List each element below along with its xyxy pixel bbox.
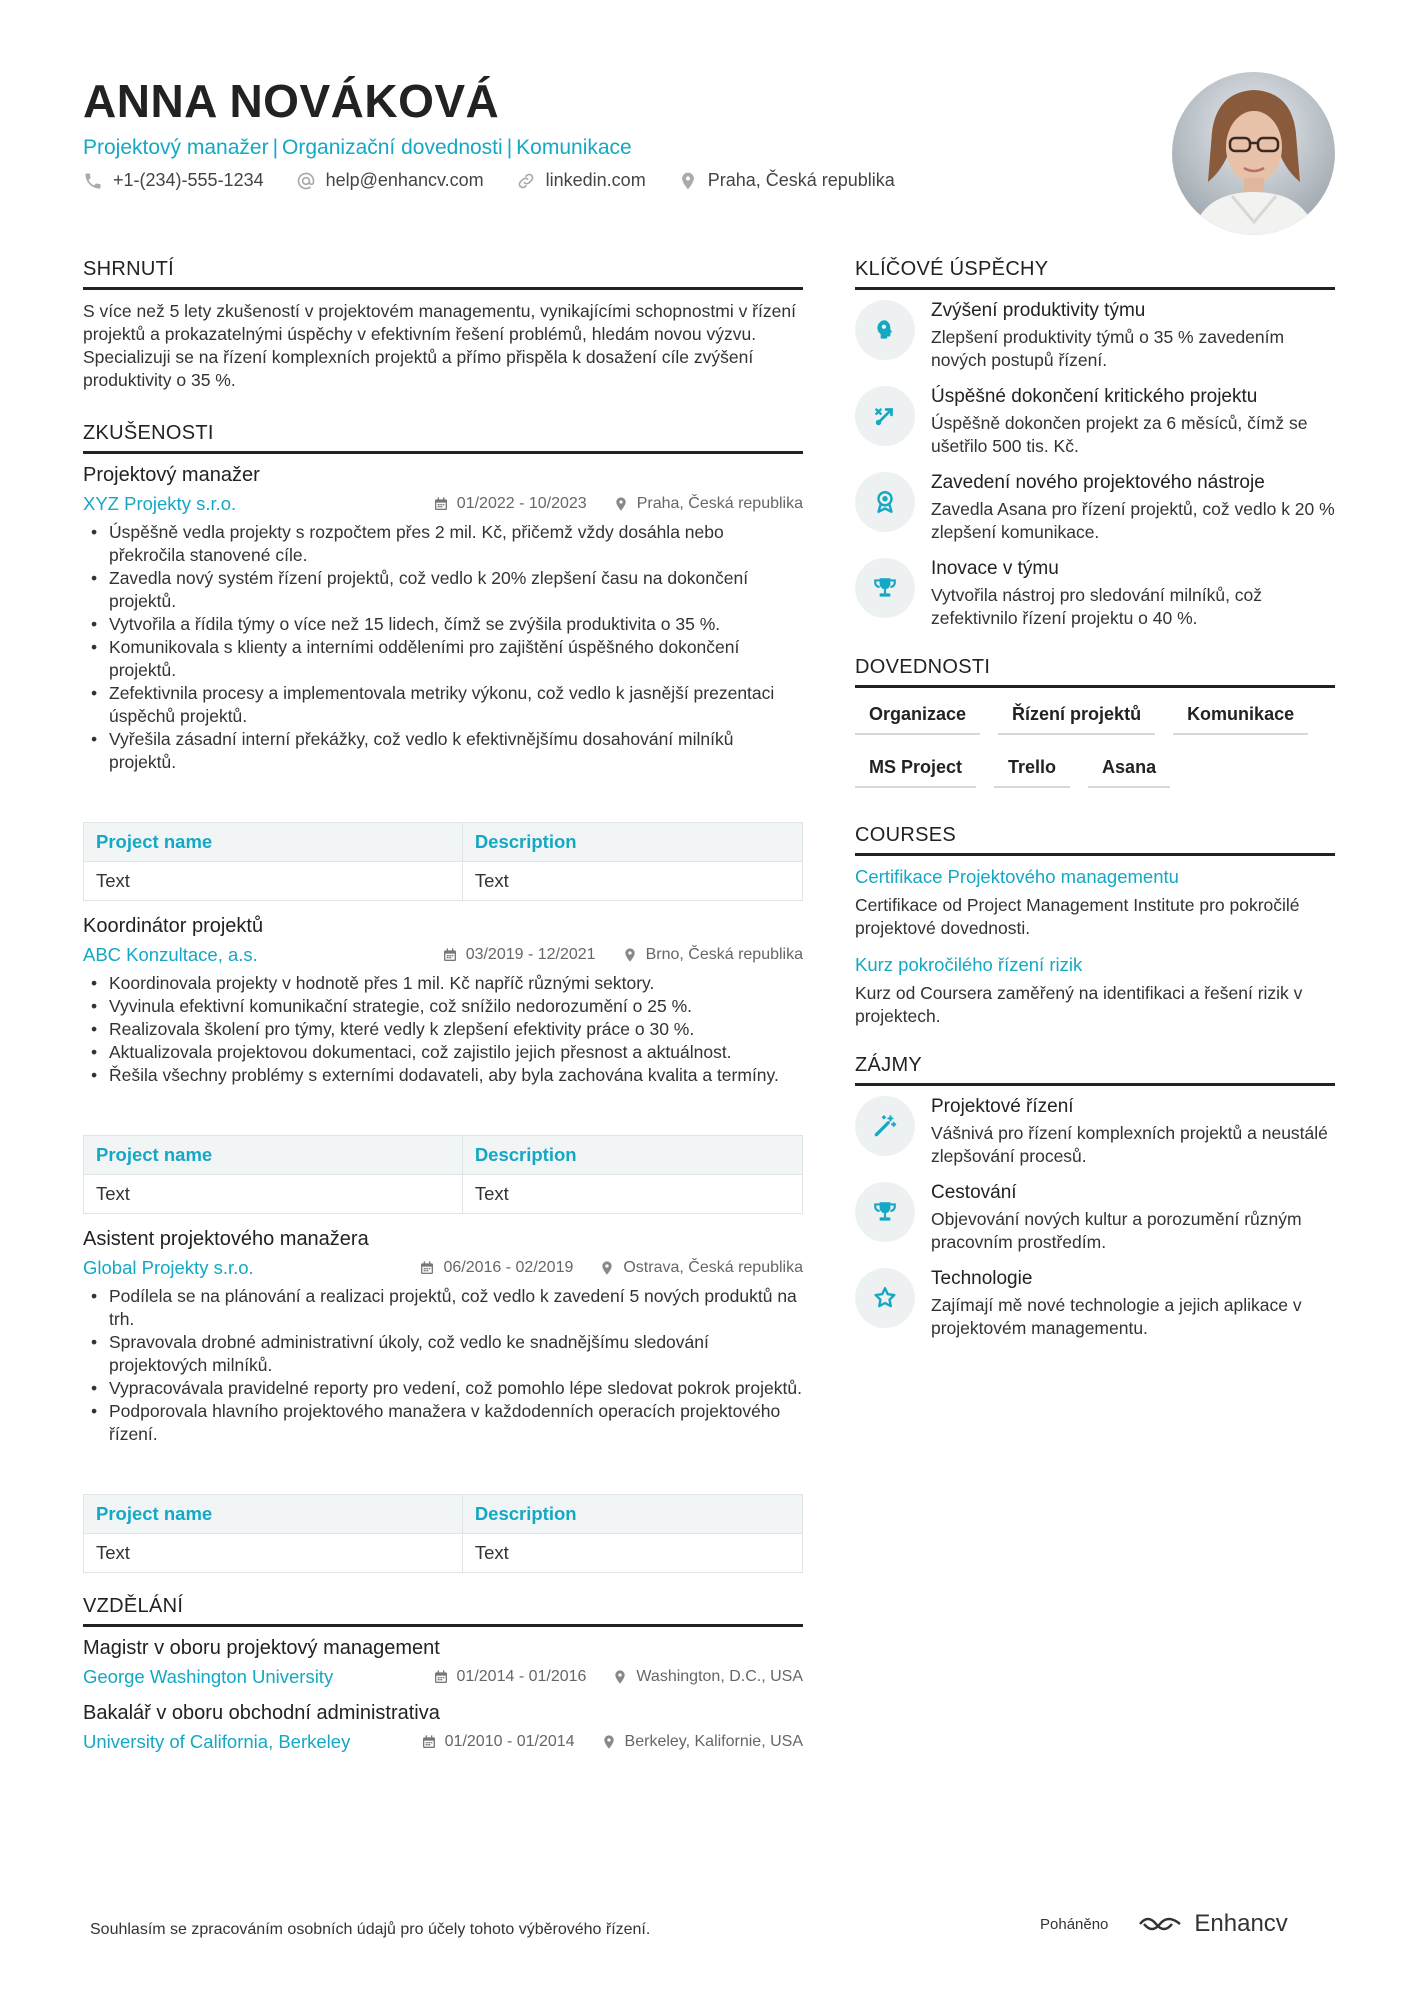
- achievement-icon-wrap: [855, 300, 915, 360]
- achievement-title: Zvýšení produktivity týmu: [931, 300, 1146, 321]
- location-text: Praha, Česká republika: [707, 170, 895, 190]
- location-pin-icon: [599, 1260, 615, 1276]
- interest-desc: Zajímají mě nové technologie a jejich aplikace v projektovém managementu.: [931, 1295, 1302, 1338]
- skill-tag: Komunikace: [1173, 698, 1308, 735]
- education-location: [601, 1733, 803, 1751]
- table-header-description: Description: [462, 823, 802, 862]
- calendar-icon: [442, 947, 458, 963]
- email-text[interactable]: help@enhancv.com: [325, 170, 484, 190]
- table-cell: Text: [84, 1175, 463, 1214]
- enhancv-logo-icon: [1136, 1912, 1184, 1936]
- interest-desc: Vášnivá pro řízení komplexních projektů a neustálé zlepšování procesů.: [931, 1123, 1328, 1166]
- powered-by-label: Poháněno: [1040, 1915, 1109, 1933]
- job-dates: [419, 1259, 573, 1277]
- footer-branding: [1040, 1910, 1288, 1938]
- job-bullets: [83, 972, 803, 1087]
- course-desc: Kurz od Coursera zaměřený na identifikaci a řešení rizik v projektech.: [855, 983, 1303, 1026]
- candidate-name: ANNA NOVÁKOVÁ: [83, 75, 500, 127]
- interest-desc: Objevování nových kultur a porozumění různým pracovním prostředím.: [931, 1209, 1302, 1252]
- job-meta: [83, 944, 803, 966]
- achievement-title: Úspěšné dokončení kritického projektu: [931, 386, 1258, 407]
- calendar-icon: [433, 496, 449, 512]
- calendar-icon: [419, 1260, 435, 1276]
- location-pin-icon: [601, 1734, 617, 1750]
- brand-name: Enhancv: [1194, 1910, 1288, 1937]
- bullet-item: • Úspěšně vedla projekty s rozpočtem přes 2 mil. Kč, přičemž vždy dosáhla nebo překročila stanovené cíle.: [83, 521, 803, 567]
- contact-linkedin[interactable]: [516, 170, 646, 191]
- job-location: [599, 1259, 803, 1277]
- contact-location: [678, 170, 895, 191]
- job-dates: [442, 946, 596, 964]
- course-item: [855, 866, 1335, 940]
- courses-heading: COURSES: [855, 824, 1335, 856]
- table-cell: Text: [84, 862, 463, 901]
- table-header-description: Description: [462, 1495, 802, 1534]
- headline-skill-2: Komunikace: [516, 136, 632, 159]
- summary-text: S více než 5 lety zkušeností v projektovém managementu, vynikajícími schopnostmi v řízení projektů a prokazatelnými úspěchy v efektivním řešení problémů, hledám novou výzvu. Specializuji se na řízení komplexních projektů a přímo přispěla k dosažení cíle zvýšení produktivity o 35 %.: [83, 301, 796, 390]
- table-cell: Text: [462, 1534, 802, 1573]
- job-location-text: Ostrava, Česká republika: [623, 1259, 803, 1276]
- interest-item: [855, 1182, 1335, 1254]
- interest-item: [855, 1268, 1335, 1340]
- achievement-title: Inovace v týmu: [931, 558, 1059, 579]
- education-meta: [83, 1666, 803, 1688]
- education-entry: [83, 1702, 803, 1753]
- award-icon: [872, 489, 898, 515]
- brand-logo[interactable]: [1136, 1910, 1287, 1938]
- education-location-text: Washington, D.C., USA: [636, 1668, 803, 1685]
- location-pin-icon: [678, 171, 698, 191]
- summary-heading: SHRNUTÍ: [83, 258, 803, 290]
- bullet-item: • Aktualizovala projektovou dokumentaci, což zajistilo jejich přesnost a aktuálnost.: [83, 1041, 803, 1064]
- education-dates: [421, 1733, 575, 1751]
- bullet-item: • Řešila všechny problémy s externími dodavateli, aby byla zachována kvalita a termíny.: [83, 1064, 803, 1087]
- interest-title: Technologie: [931, 1268, 1033, 1289]
- job-location: [622, 946, 803, 964]
- job-entry: [83, 464, 803, 901]
- achievement-icon-wrap: [855, 558, 915, 618]
- bullet-item: • Vyřešila zásadní interní překážky, což vedlo k efektivnějšímu dosahování milníků projektů.: [83, 728, 803, 774]
- table-cell: Text: [462, 1175, 802, 1214]
- interest-icon-wrap: [855, 1268, 915, 1328]
- interest-item: [855, 1096, 1335, 1168]
- job-title: Projektový manažer: [83, 464, 260, 486]
- experience-heading: ZKUŠENOSTI: [83, 422, 803, 454]
- contact-phone: [83, 170, 264, 191]
- course-desc: Certifikace od Project Management Institute pro pokročilé projektové dovednosti.: [855, 895, 1300, 938]
- education-dates-text: 01/2014 - 01/2016: [456, 1668, 587, 1685]
- contact-row: [83, 170, 1143, 191]
- education-meta: [83, 1731, 803, 1753]
- headline-role: Projektový manažer: [83, 136, 269, 159]
- table-header-description: Description: [462, 1136, 802, 1175]
- headline: Projektový manažer | Organizační dovednosti | Komunikace: [83, 136, 632, 159]
- bullet-item: • Zavedla nový systém řízení projektů, což vedlo k 20% zlepšení času na dokončení projektů.: [83, 567, 803, 613]
- left-column: [83, 258, 803, 1759]
- bullet-item: • Vytvořila a řídila týmy o více než 15 lidech, čímž se zvýšila produktivita o 35 %.: [83, 613, 803, 636]
- achievement-desc: Zavedla Asana pro řízení projektů, což vedlo k 20 % zlepšení komunikace.: [931, 499, 1335, 542]
- education-entry: [83, 1637, 803, 1688]
- bullet-item: • Vypracovávala pravidelné reporty pro vedení, což pomohlo lépe sledovat pokrok projektů.: [83, 1377, 803, 1400]
- company-name: Global Projekty s.r.o.: [83, 1257, 254, 1278]
- trophy-icon: [872, 575, 898, 601]
- degree-title: Bakalář v oboru obchodní administrativa: [83, 1702, 440, 1724]
- achievement-icon-wrap: [855, 386, 915, 446]
- skills-list: [855, 698, 1335, 788]
- interests-heading: ZÁJMY: [855, 1054, 1335, 1086]
- education-heading: VZDĚLÁNÍ: [83, 1595, 803, 1627]
- company-name: XYZ Projekty s.r.o.: [83, 493, 237, 514]
- skill-tag: Řízení projektů: [998, 698, 1155, 735]
- education-location: [612, 1668, 803, 1686]
- school-name: University of California, Berkeley: [83, 1731, 351, 1752]
- link-icon: [516, 171, 536, 191]
- trophy-icon: [872, 1199, 898, 1225]
- calendar-icon: [433, 1669, 449, 1685]
- magic-wand-icon: [872, 1113, 898, 1139]
- job-meta: [83, 1257, 803, 1279]
- table-header-project: Project name: [84, 823, 463, 862]
- course-item: [855, 954, 1335, 1028]
- table-row: [84, 862, 803, 901]
- linkedin-text[interactable]: linkedin.com: [545, 170, 646, 190]
- headline-skill-1: Organizační dovednosti: [282, 136, 503, 159]
- job-dates-text: 03/2019 - 12/2021: [465, 946, 596, 963]
- school-name: George Washington University: [83, 1666, 334, 1687]
- resume-header: [83, 74, 1143, 191]
- bullet-item: • Zefektivnila procesy a implementovala metriky výkonu, což vedlo k jasnější prezentaci úspěchů projektů.: [83, 682, 803, 728]
- job-title: Asistent projektového manažera: [83, 1228, 369, 1250]
- interest-title: Cestování: [931, 1182, 1017, 1203]
- contact-email[interactable]: [296, 170, 484, 191]
- table-row: [84, 1534, 803, 1573]
- calendar-icon: [421, 1734, 437, 1750]
- degree-title: Magistr v oboru projektový management: [83, 1637, 440, 1659]
- job-dates-text: 01/2022 - 10/2023: [456, 495, 587, 512]
- at-icon: [296, 171, 316, 191]
- bullet-item: • Komunikovala s klienty a interními odděleními pro zajištění úspěšného dokončení projektů.: [83, 636, 803, 682]
- skill-tag: Organizace: [855, 698, 980, 735]
- achievements-heading: KLÍČOVÉ ÚSPĚCHY: [855, 258, 1335, 290]
- achievement-desc: Úspěšně dokončen projekt za 6 měsíců, čímž se ušetřilo 500 tis. Kč.: [931, 413, 1308, 456]
- job-bullets: [83, 1285, 803, 1446]
- education-location-text: Berkeley, Kalifornie, USA: [624, 1733, 803, 1750]
- bullet-item: • Koordinovala projekty v hodnotě přes 1 mil. Kč napříč různými sektory.: [83, 972, 803, 995]
- phone-icon: [83, 171, 103, 191]
- education-dates-text: 01/2010 - 01/2014: [444, 1733, 575, 1750]
- location-pin-icon: [612, 1669, 628, 1685]
- right-column: [855, 258, 1335, 1354]
- course-title: Kurz pokročilého řízení rizik: [855, 954, 1083, 975]
- job-bullets: [83, 521, 803, 774]
- course-title: Certifikace Projektového managementu: [855, 866, 1179, 887]
- bullet-item: • Spravovala drobné administrativní úkoly, což vedlo ke snadnějšímu sledování projektových milníků.: [83, 1331, 803, 1377]
- achievement-item: [855, 558, 1335, 630]
- achievement-icon-wrap: [855, 472, 915, 532]
- project-table: [83, 822, 803, 901]
- bullet-item: • Realizovala školení pro týmy, které vedly k zlepšení efektivity práce o 30 %.: [83, 1018, 803, 1041]
- project-table: [83, 1135, 803, 1214]
- project-table: [83, 1494, 803, 1573]
- bullet-item: • Podporovala hlavního projektového manažera v každodenních operacích projektového řízení.: [83, 1400, 803, 1446]
- skill-tag: MS Project: [855, 751, 976, 788]
- consent-text: Souhlasím se zpracováním osobních údajů pro účely tohoto výběrového řízení.: [90, 1921, 651, 1938]
- phone-text: +1-(234)-555-1234: [113, 170, 264, 190]
- bullet-item: • Vyvinula efektivní komunikační strategie, což snížilo nedorozumění o 25 %.: [83, 995, 803, 1018]
- job-dates-text: 06/2016 - 02/2019: [443, 1259, 574, 1276]
- interest-icon-wrap: [855, 1182, 915, 1242]
- education-dates: [433, 1668, 587, 1686]
- job-entry: [83, 1228, 803, 1573]
- job-title: Koordinátor projektů: [83, 915, 264, 937]
- job-dates: [433, 495, 587, 513]
- achievement-title: Zavedení nového projektového nástroje: [931, 472, 1265, 493]
- company-name: ABC Konzultace, a.s.: [83, 944, 258, 965]
- job-location-text: Praha, Česká republika: [636, 495, 803, 512]
- table-row: [84, 1175, 803, 1214]
- table-cell: Text: [462, 862, 802, 901]
- job-location-text: Brno, Česká republika: [645, 946, 803, 963]
- avatar: [1172, 72, 1335, 235]
- achievement-desc: Zlepšení produktivity týmů o 35 % zavedením nových postupů řízení.: [931, 327, 1285, 370]
- achievement-desc: Vytvořila nástroj pro sledování milníků, což zefektivnilo řízení projektu o 40 %.: [931, 585, 1263, 628]
- job-location: [613, 495, 803, 513]
- brain-icon: [872, 317, 898, 343]
- location-pin-icon: [613, 496, 629, 512]
- skill-tag: Trello: [994, 751, 1070, 788]
- skill-tag: Asana: [1088, 751, 1170, 788]
- achievement-item: [855, 386, 1335, 458]
- table-cell: Text: [84, 1534, 463, 1573]
- table-header-project: Project name: [84, 1136, 463, 1175]
- skills-heading: DOVEDNOSTI: [855, 656, 1335, 688]
- job-entry: [83, 915, 803, 1214]
- bullet-item: • Podílela se na plánování a realizaci projektů, což vedlo k zavedení 5 nových produktů na trh.: [83, 1285, 803, 1331]
- star-icon: [872, 1285, 898, 1311]
- achievement-item: [855, 300, 1335, 372]
- table-header-project: Project name: [84, 1495, 463, 1534]
- path-icon: [872, 403, 898, 429]
- interest-title: Projektové řízení: [931, 1096, 1074, 1117]
- interest-icon-wrap: [855, 1096, 915, 1156]
- achievement-item: [855, 472, 1335, 544]
- job-meta: [83, 493, 803, 515]
- location-pin-icon: [622, 947, 638, 963]
